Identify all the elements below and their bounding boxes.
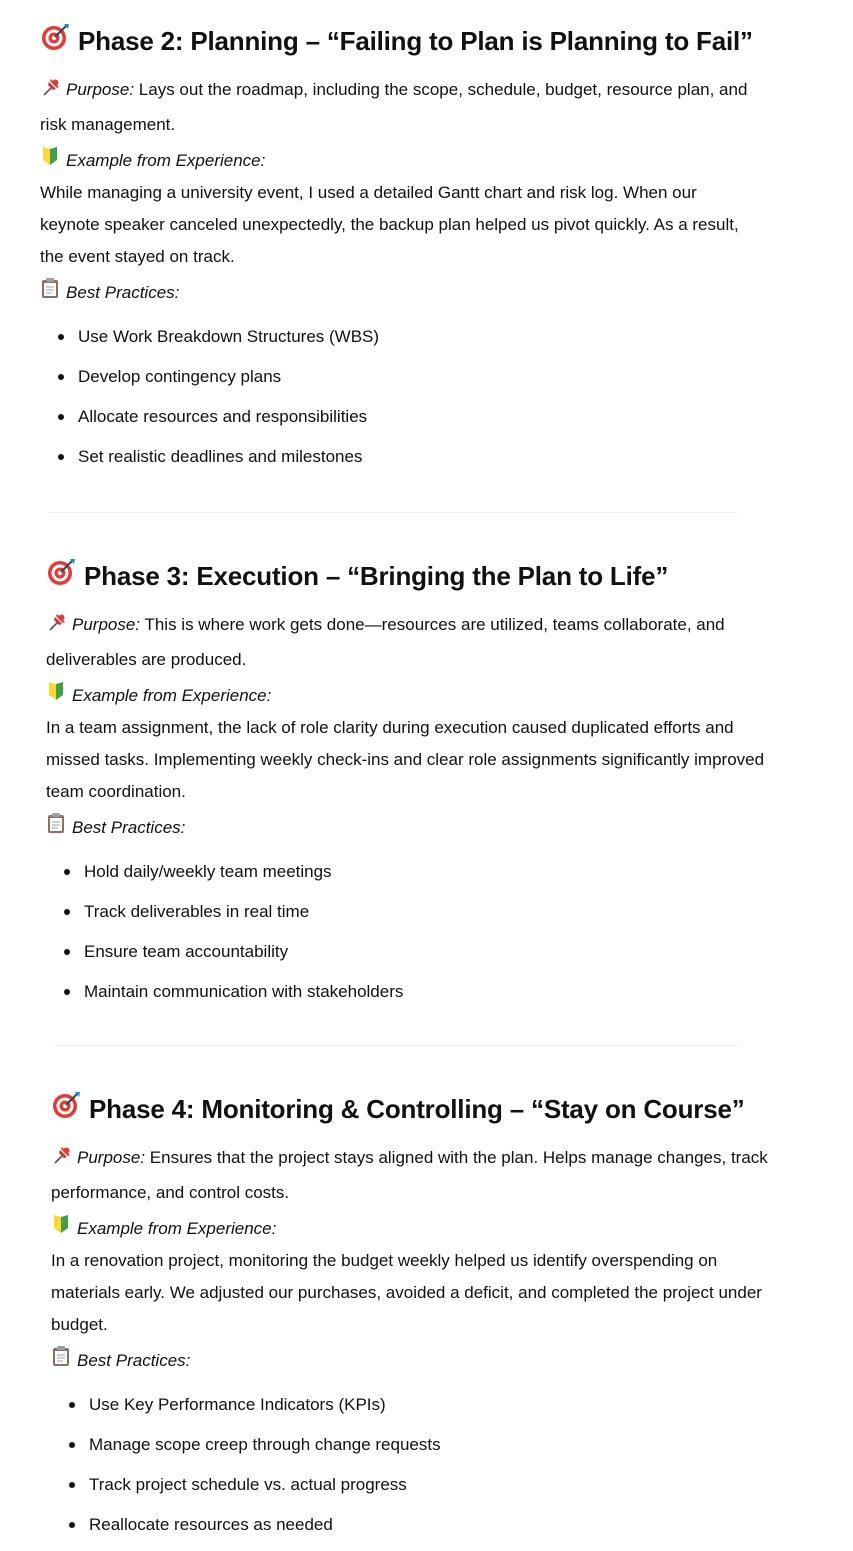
purpose-text: This is where work gets done—resources are utilized, teams collaborate, and deliverables are produced. [46,615,725,669]
purpose-label: Purpose: [72,615,141,634]
beginner-badge-icon [40,145,60,177]
beginner-badge-icon [46,680,66,712]
list-item: Hold daily/weekly team meetings [64,852,766,892]
phase-title: Phase 4: Monitoring & Controlling – “Stay on Course” [89,1094,745,1124]
list-item: Maintain communication with stakeholders [64,972,766,1012]
example-text: In a team assignment, the lack of role clarity during execution caused duplicated efforts and missed tasks. Implementing weekly check-ins and clear role assignments significantly improved team coordination. [46,718,765,801]
section-divider [52,1045,742,1046]
phase-heading [51,1090,771,1128]
practices-label: Best Practices: [72,818,186,837]
pushpin-icon [51,1144,73,1177]
phase-heading [40,22,760,60]
practices-list [40,317,760,477]
example-label: Example from Experience: [77,1219,277,1238]
example-label-line [46,680,766,712]
phase-heading [46,557,766,595]
phase-title: Phase 3: Execution – “Bringing the Plan to Life” [84,561,669,591]
list-item: Develop contingency plans [58,357,760,397]
example-label: Example from Experience: [72,686,272,705]
list-item: Set realistic deadlines and milestones [58,437,760,477]
practices-label-line [51,1345,771,1377]
purpose-label: Purpose: [77,1148,146,1167]
purpose-paragraph [46,609,766,676]
phase-section-execution [46,557,766,1012]
beginner-badge-icon [51,1213,71,1245]
list-item: Allocate resources and responsibilities [58,397,760,437]
target-icon [40,22,70,60]
clipboard-icon [51,1345,71,1377]
list-item: Track project schedule vs. actual progress [69,1465,771,1505]
example-label-line [40,145,760,177]
example-label: Example from Experience: [66,151,266,170]
phase-title: Phase 2: Planning – “Failing to Plan is Planning to Fail” [78,26,753,56]
target-icon [46,557,76,595]
practices-label: Best Practices: [66,283,180,302]
practices-list [51,1385,771,1545]
list-item: Use Key Performance Indicators (KPIs) [69,1385,771,1425]
phase-section-planning [40,22,760,477]
list-item: Reallocate resources as needed [69,1505,771,1545]
practices-label: Best Practices: [77,1351,191,1370]
purpose-text: Lays out the roadmap, including the scope, schedule, budget, resource plan, and risk management. [40,80,748,134]
list-item: Ensure team accountability [64,932,766,972]
pushpin-icon [40,76,62,109]
practices-label-line [46,812,766,844]
purpose-label: Purpose: [66,80,135,99]
phase-section-monitoring [51,1090,771,1545]
section-divider [48,512,738,513]
list-item: Track deliverables in real time [64,892,766,932]
purpose-text: Ensures that the project stays aligned with the plan. Helps manage changes, track performance, and control costs. [51,1148,768,1202]
list-item: Use Work Breakdown Structures (WBS) [58,317,760,357]
practices-list [46,852,766,1012]
example-text: In a renovation project, monitoring the budget weekly helped us identify overspending on materials early. We adjusted our purchases, avoided a deficit, and completed the project under budget. [51,1251,762,1334]
pushpin-icon [46,611,68,644]
practices-label-line [40,277,760,309]
purpose-paragraph [40,74,760,141]
list-item: Manage scope creep through change requests [69,1425,771,1465]
example-text: While managing a university event, I used a detailed Gantt chart and risk log. When our keynote speaker canceled unexpectedly, the backup plan helped us pivot quickly. As a result, the event stayed on track. [40,183,739,266]
clipboard-icon [46,812,66,844]
example-label-line [51,1213,771,1245]
target-icon [51,1090,81,1128]
purpose-paragraph [51,1142,771,1209]
clipboard-icon [40,277,60,309]
